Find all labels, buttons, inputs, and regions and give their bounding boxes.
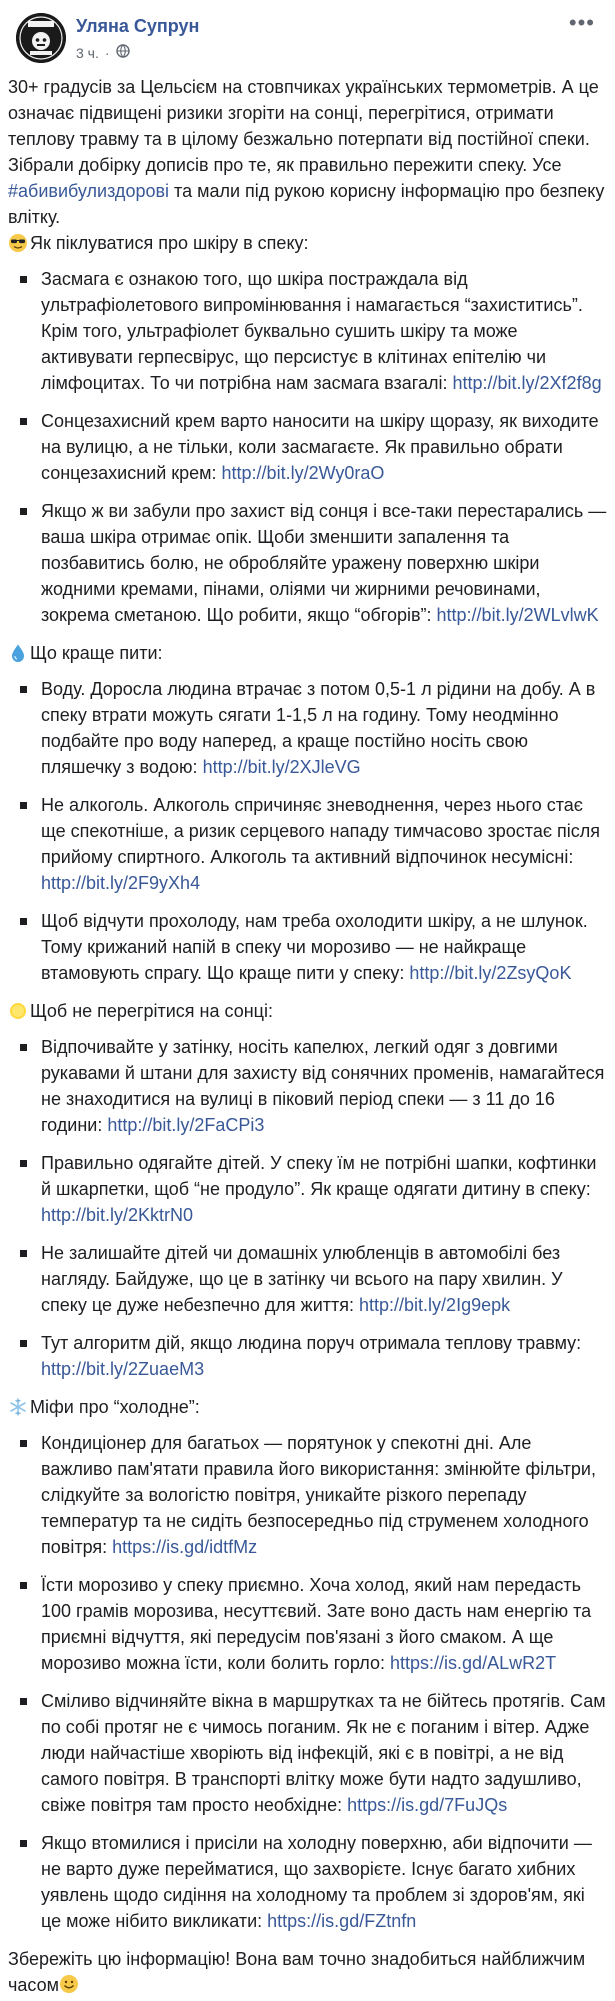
intro-text: Зібрали добірку дописів про те, як правильно пережити спеку. Усе (8, 155, 562, 175)
snowflake-emoji-icon (8, 1397, 28, 1417)
bullet-square-icon (20, 1440, 27, 1447)
bullet-text: Тут алгоритм дій, якщо людина поруч отримала теплову травму: (41, 1333, 582, 1353)
section-title: Що краще пити: (30, 643, 163, 663)
section-heading (8, 1394, 607, 1420)
bullet-text: Якщо втомилися і присіли на холодну поверхню, аби відпочити — не варто дуже перейматися, що захворієте. Існує багато хибних уявлень щодо сидіння на холодному та проблем зі здоров'ям, які це може нібито викликати: (41, 1833, 592, 1931)
bullet-square-icon (20, 686, 27, 693)
section-title: Як піклуватися про шкіру в спеку: (30, 233, 309, 253)
bullet-square-icon (20, 918, 27, 925)
bullet-link[interactable]: https://is.gd/ALwR2T (390, 1653, 557, 1673)
droplet-emoji-icon (8, 643, 28, 663)
post-header (8, 0, 607, 74)
smile-emoji-icon (59, 1974, 79, 1994)
outro-paragraph (8, 1946, 607, 1998)
bullet-item (8, 676, 607, 780)
bullet-item (8, 1830, 607, 1934)
bullet-square-icon (20, 1582, 27, 1589)
bullet-link[interactable]: http://bit.ly/2Xf2f8g (452, 373, 602, 393)
section-heading (8, 230, 607, 256)
bullet-square-icon (20, 418, 27, 425)
bullet-link[interactable]: https://is.gd/idtfMz (112, 1537, 258, 1557)
globe-icon[interactable] (116, 44, 130, 61)
bullet-square-icon (20, 508, 27, 515)
bullet-item (8, 266, 607, 396)
bullet-item (8, 792, 607, 896)
post-meta (76, 44, 130, 61)
bullet-link[interactable]: https://is.gd/FZtnfn (267, 1911, 417, 1931)
bullet-text: Сонцезахисний крем варто наносити на шкіру щоразу, як виходите на вулицю, а не тільки, коли засмагаєте. Як правильно обрати сонцезахисний крем: (41, 411, 599, 483)
bullet-text: Щоб відчути прохолоду, нам треба охолодити шкіру, а не шлунок. Тому крижаний напій в спеку чи морозиво — не найкраще втамовують спрагу. Що краще пити у спеку: (41, 911, 588, 983)
bullet-item (8, 1430, 607, 1560)
bullet-item (8, 1572, 607, 1676)
bullet-item (8, 1240, 607, 1318)
bullet-text: Їсти морозиво у спеку приємно. Хоча холод, який нам передасть 100 грамів морозива, несуттєвий. Зате воно дасть нам енергію та приємні відчуття, які передусім пов'язані з його смаком. А ще морозиво можна їсти, коли болить горло: (41, 1575, 592, 1673)
outro-text: Збережіть цю інформацію! Вона вам точно знадобиться найближчим часом (8, 1949, 586, 1995)
bullet-item (8, 1150, 607, 1228)
bullet-square-icon (20, 802, 27, 809)
bullet-text: Не алкоголь. Алкоголь спричиняє зневоднення, через нього стає ще спекотніше, а ризик серцевого нападу тимчасово зростає після прийому спиртного. Алкоголь та активний відпочинок несумісні: (41, 795, 601, 867)
bullet-link[interactable]: http://bit.ly/2WLvlwK (436, 605, 599, 625)
bullet-link[interactable]: http://bit.ly/2XJleVG (202, 757, 361, 777)
intro-paragraph-1: 30+ градусів за Цельсієм на стовпчиках українських термометрів. А це означає підвищені ризики згоріти на сонці, перегрітися, отримати теплову травму та в цілому безжально потерпати від постійної спеки. (8, 77, 599, 149)
meta-separator: · (104, 44, 110, 61)
bullet-link[interactable]: http://bit.ly/2ZsyQoK (409, 963, 572, 983)
author-name[interactable]: Уляна Супрун (76, 16, 200, 36)
bullet-square-icon (20, 276, 27, 283)
sunglasses-emoji-icon (8, 233, 28, 253)
sun-emoji-icon (8, 1001, 28, 1021)
bullet-text: Якщо ж ви забули про захист від сонця і все-таки перестарались — ваша шкіра отримає опік. Щоби зменшити запалення та позбавитись болю, не обробляйте уражену поверхню шкіри жодними кремами, пінами, оліями чи жирними речовинами, зокрема сметаною. Що робити, якщо “обгорів”: (41, 501, 607, 625)
bullet-link[interactable]: http://bit.ly/2Ig9epk (359, 1295, 511, 1315)
bullet-text: Правильно одягайте дітей. У спеку їм не потрібні шапки, кофтинки й шкарпетки, щоб “не продуло”. Як краще одягати дитину в спеку: (41, 1153, 597, 1199)
bullet-square-icon (20, 1698, 27, 1705)
author-avatar[interactable] (16, 13, 66, 63)
post-body (8, 74, 607, 1998)
bullet-link[interactable]: http://bit.ly/2ZuaeM3 (41, 1359, 205, 1379)
bullet-text: Засмага є ознакою того, що шкіра постраждала від ультрафіолетового випромінювання і намагається “захиститись”. Крім того, ультрафіолет буквально сушить шкіру та може активувати герпесвірус, що персистує в клітинах епітелію чи лімфоцитах. То чи потрібна нам засмага взагалі: (41, 269, 583, 393)
intro-text-end: та мали під рукою корисну інформацію про безпеку влітку. (8, 181, 605, 227)
hashtag-link[interactable]: #абивибулиздорові (8, 181, 170, 201)
more-options-icon[interactable]: ••• (568, 10, 595, 35)
bullet-text: Відпочивайте у затінку, носіть капелюх, легкий одяг з довгими рукавами й штани для захисту від сонячних променів, намагайтеся не знаходитися на вулиці в піковий період спеки — з 11 до 16 години: (41, 1037, 605, 1135)
bullet-text: Сміливо відчиняйте вікна в маршрутках та не бійтесь протягів. Сам по собі протяг не є чимось поганим. Як не є поганим і вітер. Адже люди найчастіше хворіють від інфекцій, які є в повітрі, а не від самого повітря. В транспорті влітку може бути надто задушливо, свіже повітря там просто необхідне: (41, 1691, 606, 1815)
bullet-square-icon (20, 1840, 27, 1847)
bullet-item (8, 1688, 607, 1818)
bullet-link[interactable]: http://bit.ly/2FaCPi3 (107, 1115, 265, 1135)
bullet-square-icon (20, 1250, 27, 1257)
bullet-square-icon (20, 1160, 27, 1167)
bullet-text: Кондиціонер для багатьох — порятунок у спекотні дні. Але важливо пам'ятати правила його використання: змінюйте фільтри, слідкуйте за вологістю повітря, уникайте різкого перепаду температур та не сидіть безпосередньо під струменем холодного повітря: (41, 1433, 596, 1557)
bullet-link[interactable]: http://bit.ly/2F9yXh4 (41, 873, 201, 893)
section-heading (8, 998, 607, 1024)
bullet-item (8, 408, 607, 486)
bullet-item (8, 908, 607, 986)
bullet-item (8, 1034, 607, 1138)
bullet-item (8, 498, 607, 628)
bullet-square-icon (20, 1340, 27, 1347)
section-heading (8, 640, 607, 666)
bullet-link[interactable]: https://is.gd/7FuJQs (347, 1795, 508, 1815)
bullet-text: Не залишайте дітей чи домашніх улюбленців в автомобілі без нагляду. Байдуже, що це в затінку чи всього на пару хвилин. У спеку це дуже небезпечно для життя: (41, 1243, 563, 1315)
post-time[interactable]: 3 ч. (76, 44, 99, 61)
bullet-text: Воду. Доросла людина втрачає з потом 0,5-1 л рідини на добу. А в спеку втрати можуть сягати 1-1,5 л на годину. Тому неодмінно подбайте про воду наперед, а краще постійно носіть свою пляшечку з водою: (41, 679, 596, 777)
section-title: Щоб не перегрітися на сонці: (30, 1001, 273, 1021)
bullet-link[interactable]: http://bit.ly/2KktrN0 (41, 1205, 194, 1225)
intro-paragraph-2 (8, 152, 607, 230)
section-title: Міфи про “холодне”: (30, 1397, 200, 1417)
bullet-link[interactable]: http://bit.ly/2Wy0raO (221, 463, 385, 483)
bullet-item (8, 1330, 607, 1382)
bullet-square-icon (20, 1044, 27, 1051)
sections-container (8, 230, 607, 1934)
